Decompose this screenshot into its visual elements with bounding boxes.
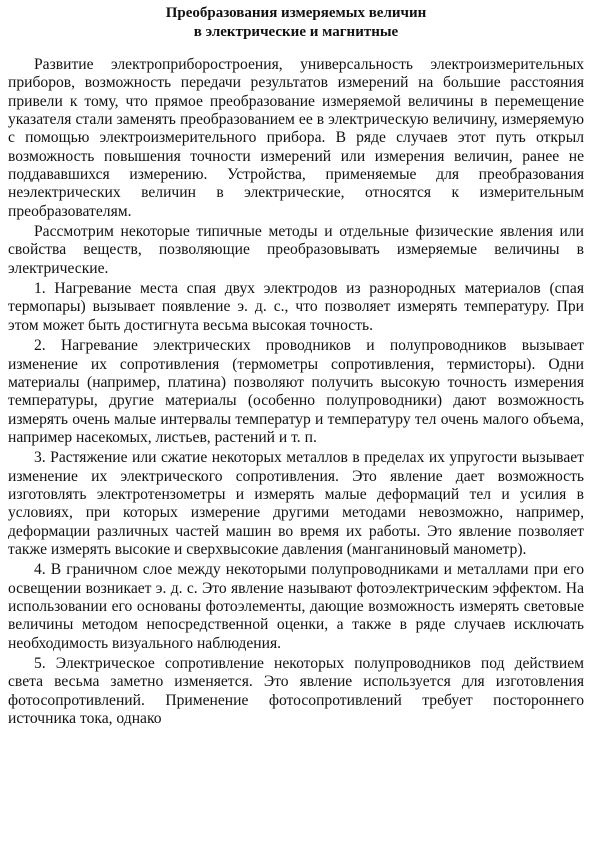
paragraph-item-4: 4. В граничном слое между некоторыми полупроводниками и металлами при его освещении возникает э. д. с. Это явление называют фотоэлектрическим эффектом. На использовании его основаны фотоэлементы, дающие возможность измерять световые величины методом непосредственной оценки, а также в ряде случаев исключать необходимость визуального наблюдения. xyxy=(8,561,584,652)
section-title xyxy=(8,4,584,42)
paragraph-overview: Рассмотрим некоторые типичные методы и отдельные физические явления или свойства веществ, позволяющие преобразовывать измеряемые величины в электрические. xyxy=(8,223,584,277)
paragraph-item-3: 3. Растяжение или сжатие некоторых металлов в пределах их упругости вызывает изменение их электрического сопротивления. Это явление дает возможность изготовлять электротензометры и измерять малые деформаций тел и усилия в условиях, при которых измерение другими методами невозможно, например, деформации различных частей машин во время их работы. Это явление позволяет также измерять высокие и сверхвысокие давления (манганиновый манометр). xyxy=(8,449,584,558)
section-title-line-1: Преобразования измеряемых величин xyxy=(165,5,427,21)
paragraph-item-2: 2. Нагревание электрических проводников и полупроводников вызывает изменение их сопротивления (термометры сопротивления, термисторы). Одни материалы (например, платина) позволяют получить высокую точность измерения температуры, другие материалы (особенно полупроводники) дают возможность измерять очень малые интервалы температур и температуру тел очень малого объема, например насекомых, листьев, растений и т. п. xyxy=(8,337,584,446)
paragraph-intro: Развитие электроприборостроения, универсальность электроизмерительных приборов, возможность передачи результатов измерений на большие расстояния привели к тому, что прямое преобразование измеряемой величины в перемещение указателя стали заменять преобразованием ее в электрическую величину, измеряемую с помощью электроизмерительного прибора. В ряде случаев этот путь открыл возможность повышения точности измерений или измерения величин, ранее не поддававшихся измерению. Устройства, применяемые для преобразования неэлектрических величин в электрические, относятся к измерительным преобразователям. xyxy=(8,56,584,220)
paragraph-item-5: 5. Электрическое сопротивление некоторых полупроводников под действием света весьма заметно изменяется. Это явление используется для изготовления фотосопротивлений. Применение фотосопротивлений требует постороннего источника тока, однако xyxy=(8,655,584,728)
section-title-line-2: в электрические и магнитные xyxy=(193,24,399,40)
paragraph-item-1: 1. Нагревание места спая двух электродов из разнородных материалов (спая термопары) вызывает появление э. д. с., что позволяет измерять температуру. При этом может быть достигнута весьма высокая точность. xyxy=(8,280,584,334)
